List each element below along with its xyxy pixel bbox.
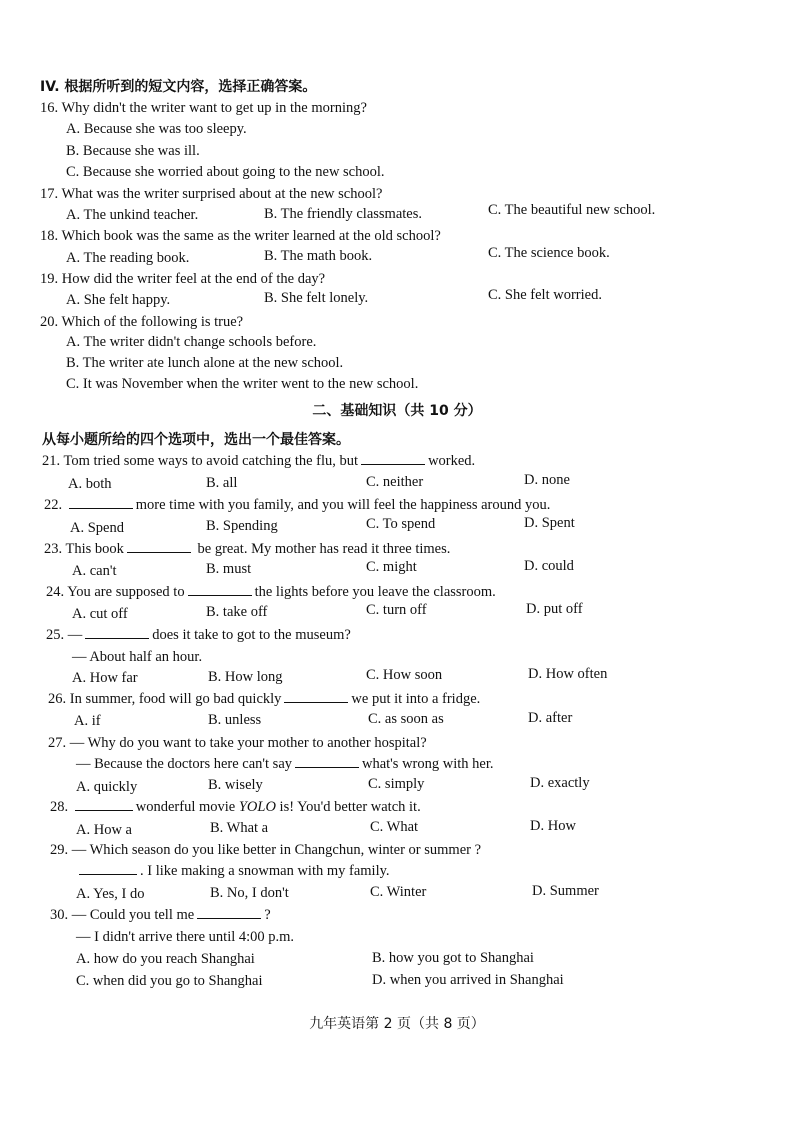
answer-blank [188, 583, 252, 596]
option: B. The friendly classmates. [264, 206, 422, 222]
answer-blank [79, 862, 137, 875]
option: A. How a [76, 822, 132, 838]
option: B. wisely [208, 777, 263, 793]
question-stem-end: is! You'd better watch it. [275, 799, 421, 815]
option: C. when did you go to Shanghai [76, 973, 263, 989]
question-stem-end: be great. My mother has read it three times. [197, 541, 451, 557]
option: A. The reading book. [66, 250, 190, 266]
option: C. She felt worried. [488, 287, 602, 303]
option: C. might [366, 559, 417, 575]
question-25 [46, 626, 351, 644]
option: C. How soon [366, 667, 443, 683]
answer-blank [85, 626, 149, 639]
answer-blank [69, 496, 133, 509]
movie-title: YOLO [238, 799, 276, 815]
question-number: 16. [40, 100, 59, 116]
question-27 [48, 734, 427, 752]
reply-line [76, 862, 390, 880]
option: B. The math book. [264, 248, 373, 264]
option: A. The writer didn't change schools before. [66, 334, 317, 350]
option: D. Spent [524, 515, 575, 531]
question-number: 21. [42, 453, 61, 469]
question-stem: Which of the following is true? [61, 314, 244, 330]
part2-title: 二、基础知识（共 10 分） [312, 403, 482, 419]
option: A. How far [72, 670, 138, 686]
question-number: 17. [40, 186, 59, 202]
question-stem: Tom tried some ways to avoid catching the flu, but [63, 453, 359, 469]
option: A. both [68, 476, 112, 492]
question-16 [40, 99, 367, 117]
option: C. To spend [366, 516, 436, 532]
option: D. How often [528, 666, 608, 682]
option: C. as soon as [368, 711, 444, 727]
option: D. when you arrived in Shanghai [372, 972, 564, 988]
question-stem: In summer, food will go bad quickly [69, 691, 282, 707]
option: B. How long [208, 669, 283, 685]
question-19 [40, 270, 325, 288]
question-stem: This book [65, 541, 124, 557]
reply-end: what's wrong with her. [362, 756, 494, 772]
question-number: 23. [44, 541, 63, 557]
answer-blank [127, 540, 191, 553]
option: A. cut off [72, 606, 128, 622]
question-20 [40, 313, 243, 331]
option: A. The unkind teacher. [66, 207, 199, 223]
option: B. take off [206, 604, 268, 620]
option: A. Spend [70, 520, 124, 536]
question-stem: — [67, 627, 83, 643]
option: B. She felt lonely. [264, 290, 369, 306]
option: C. Winter [370, 884, 427, 900]
option: B. No, I don't [210, 885, 289, 901]
option: C. neither [366, 474, 424, 490]
question-stem-end: ? [264, 907, 271, 923]
option: B. all [206, 475, 238, 491]
question-stem: — Which season do you like better in Changchun, winter or summer ? [71, 842, 482, 858]
question-stem: wonderful movie [135, 799, 239, 815]
question-26 [48, 690, 480, 708]
question-stem-end: the lights before you leave the classroom. [254, 584, 496, 600]
answer-blank [197, 906, 261, 919]
option: A. Because she was too sleepy. [66, 121, 247, 137]
section-iv-title: IV. 根据所听到的短文内容，选择正确答案。 [40, 79, 317, 95]
option: C. The science book. [488, 245, 610, 261]
question-number: 27. [48, 735, 67, 751]
answer-blank [284, 690, 348, 703]
question-22 [44, 496, 550, 514]
option: B. Because she was ill. [66, 143, 200, 159]
question-number: 26. [48, 691, 67, 707]
question-stem: What was the writer surprised about at the new school? [61, 186, 383, 202]
option: B. how you got to Shanghai [372, 950, 534, 966]
question-number: 22. [44, 497, 63, 513]
question-stem: more time with you family, and you will feel the happiness around you. [135, 497, 551, 513]
question-21 [42, 452, 475, 470]
option: A. if [74, 713, 101, 729]
question-number: 29. [50, 842, 69, 858]
option: B. Spending [206, 518, 278, 534]
question-stem: Which book was the same as the writer learned at the old school? [61, 228, 441, 244]
option: A. can't [72, 563, 117, 579]
question-stem-end: does it take to got to the museum? [152, 627, 351, 643]
question-number: 25. [46, 627, 65, 643]
page-footer: 九年英语第 2 页（共 8 页） [309, 1016, 485, 1032]
question-stem: You are supposed to [67, 584, 185, 600]
question-stem: How did the writer feel at the end of the day? [61, 271, 326, 287]
option: A. quickly [76, 779, 138, 795]
question-29 [50, 841, 481, 859]
question-30 [50, 906, 271, 924]
option: C. It was November when the writer went to the new school. [66, 376, 419, 392]
option: D. How [530, 818, 576, 834]
option: A. Yes, I do [76, 886, 145, 902]
question-number: 18. [40, 228, 59, 244]
option: C. What [370, 819, 419, 835]
question-17 [40, 185, 382, 203]
option: C. The beautiful new school. [488, 202, 656, 218]
question-stem: — Why do you want to take your mother to another hospital? [69, 735, 427, 751]
reply-line: — I didn't arrive there until 4:00 p.m. [76, 929, 295, 945]
question-stem: Why didn't the writer want to get up in the morning? [61, 100, 367, 116]
answer-blank [361, 452, 425, 465]
answer-blank [295, 755, 359, 768]
question-number: 28. [50, 799, 69, 815]
question-24 [46, 583, 496, 601]
question-28 [50, 798, 421, 816]
option: D. Summer [532, 883, 599, 899]
question-number: 20. [40, 314, 59, 330]
part2-instruction: 从每小题所给的四个选项中，选出一个最佳答案。 [42, 432, 350, 448]
question-number: 30. [50, 907, 69, 923]
option: A. She felt happy. [66, 292, 171, 308]
question-stem-end: we put it into a fridge. [351, 691, 481, 707]
question-number: 24. [46, 584, 65, 600]
option: B. must [206, 561, 252, 577]
question-stem: — Could you tell me [71, 907, 195, 923]
option: D. put off [526, 601, 583, 617]
option: C. Because she worried about going to the new school. [66, 164, 385, 180]
question-stem-end: worked. [428, 453, 476, 469]
question-23 [44, 540, 450, 558]
answer-blank [75, 798, 133, 811]
question-number: 19. [40, 271, 59, 287]
option: D. exactly [530, 775, 590, 791]
option: B. What a [210, 820, 269, 836]
option: B. The writer ate lunch alone at the new school. [66, 355, 344, 371]
reply-start: — Because the doctors here can't say [76, 756, 292, 772]
option: C. simply [368, 776, 425, 792]
reply-end: . I like making a snowman with my family. [140, 863, 390, 879]
option: B. unless [208, 712, 262, 728]
option: C. turn off [366, 602, 427, 618]
reply-line: — About half an hour. [72, 649, 203, 665]
option: D. none [524, 472, 570, 488]
option: A. how do you reach Shanghai [76, 951, 255, 967]
reply-line [76, 755, 493, 773]
question-18 [40, 227, 441, 245]
option: D. could [524, 558, 574, 574]
option: D. after [528, 710, 573, 726]
